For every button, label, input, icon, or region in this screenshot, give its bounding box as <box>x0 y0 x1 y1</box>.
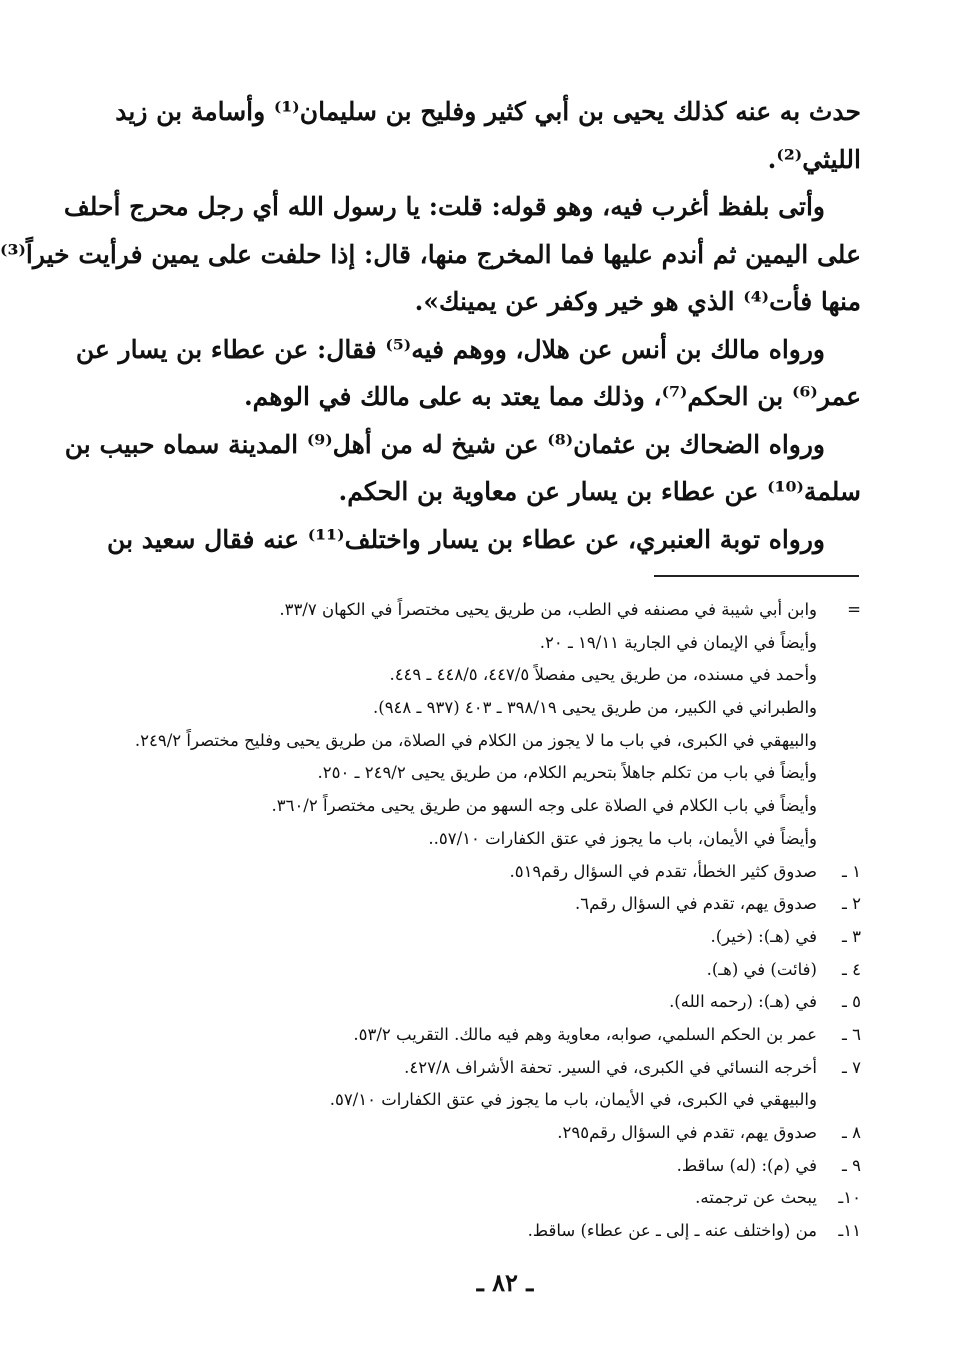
footnote-text: في (م): (له) ساقط. <box>676 1155 817 1175</box>
footnote-number: ٣ ـ <box>842 926 861 946</box>
footnote-number: ٦ ـ <box>842 1024 861 1044</box>
footnote-line <box>151 954 861 987</box>
footnote-number <box>817 1084 861 1117</box>
footnotes <box>134 594 861 1248</box>
footnote-line <box>151 790 861 823</box>
footnote-line <box>151 1182 861 1215</box>
footnote-number <box>817 725 861 758</box>
footnote-divider <box>654 575 859 577</box>
footnote-text: وأيضاً في باب من تكلم جاهلاً بتحريم الكلام، من طريق يحيى ٢٤٩/٢ ـ ٢٥٠. <box>317 763 817 783</box>
footnote-text: يبحث عن ترجمته. <box>695 1188 817 1208</box>
footnote-number: ١ ـ <box>842 861 861 881</box>
footnote-text: وأيضاً في باب الكلام في الصلاة على وجه السهو من طريق يحيى مختصراً ٣٦٠/٢. <box>271 796 817 816</box>
footnote-number <box>817 790 861 823</box>
footnote-number <box>817 659 861 692</box>
footnote-number <box>817 692 861 725</box>
footnote-number: ٩ ـ <box>842 1155 861 1175</box>
footnote-line <box>151 823 861 856</box>
footnote-number: ٥ ـ <box>842 992 861 1012</box>
footnote-number: = <box>847 600 861 619</box>
body-line: ورواه الضحاك بن عثمان⁽⁸⁾ عن شيخ له من أهل⁽⁹⁾ المدينة سماه حبيب بن <box>64 429 825 459</box>
body-line: الليثي⁽²⁾. <box>767 144 861 174</box>
main-text <box>0 88 861 563</box>
footnote-number <box>817 627 861 660</box>
footnote-line <box>151 659 861 692</box>
footnote-line <box>151 888 861 921</box>
footnote-number <box>817 823 861 856</box>
footnote-line <box>134 725 861 758</box>
body-line: ورواه توبة العنبري، عن عطاء بن يسار واختلف⁽¹¹⁾ عنه فقال سعيد بن <box>107 524 825 554</box>
footnote-text: وأحمد في مسنده، من طريق يحيى مفصلاً ٤٤٧/٥، ٤٤٨/٥ ـ ٤٤٩. <box>389 665 817 685</box>
footnote-number: ١١ـ <box>838 1221 861 1241</box>
body-line: على اليمين ثم أندم عليها فما المخرج منها، قال: إذا حلفت على يمين فرأيت خيراً⁽³⁾ <box>0 239 861 269</box>
body-line: ورواه مالك بن أنس عن هلال، ووهم فيه⁽⁵⁾ فقال: عن عطاء بن يسار عن <box>75 334 825 364</box>
footnote-line <box>151 1084 861 1117</box>
footnote-line <box>151 1117 861 1150</box>
body-line: وأتى بلفظ أغرب فيه، وهو قوله: قلت: يا رسول الله أي رجل محرج أحلف <box>63 192 825 221</box>
footnote-text: صدوق كثير الخطأ، تقدم في السؤال رقم٥١٩. <box>509 861 817 881</box>
body-line: حدث به عنه كذلك يحيى بن أبي كثير وفليح بن سليمان⁽¹⁾ وأسامة بن زيد <box>115 97 861 126</box>
footnote-text: والبيهقي في الكبرى، في الأيمان، باب ما يجوز في عتق الكفارات ٥٧/١٠. <box>329 1090 817 1110</box>
footnote-text: أخرجه النسائي في الكبرى، في السير. تحفة الأشراف ٤٢٧/٨. <box>404 1057 817 1077</box>
footnote-text: والطبراني في الكبير، من طريق يحيى ٣٩٨/١٩ ـ ٤٠٣ (٩٣٧ ـ ٩٤٨). <box>373 698 817 718</box>
footnote-line <box>151 1052 861 1085</box>
footnote-text: وابن أبي شيبة في مصنفه في الطب، من طريق يحيى مختصراً في الكهان ٣٣/٧. <box>279 600 817 619</box>
footnote-text: وأيضاً في الإيمان في الجارية ١٩/١١ ـ ٢٠. <box>539 632 817 652</box>
footnote-text: (فائت) في (هـ). <box>706 959 817 979</box>
footnote-text: وأيضاً في الأيمان، باب ما يجوز في عتق الكفارات ٥٧/١٠.. <box>428 828 817 848</box>
footnote-line <box>151 1019 861 1052</box>
footnote-line <box>151 692 861 725</box>
footnote-text: والبيهقي في الكبرى، في باب ما لا يجوز من الكلام في الصلاة، من طريق يحيى وفليح مختصراً ٢٤٩/٢. <box>134 730 817 750</box>
footnote-text: صدوق يهم، تقدم في السؤال رقم٦. <box>574 894 817 914</box>
footnote-text: عمر بن الحكم السلمي، صوابه، معاوية وهم فيه مالك. التقريب ٥٣/٢. <box>353 1024 817 1044</box>
footnote-text: صدوق يهم، تقدم في السؤال رقم٢٩٥. <box>557 1123 817 1142</box>
footnote-line <box>151 921 861 954</box>
footnote-line <box>151 1150 861 1183</box>
footnote-line <box>151 856 861 889</box>
footnote-line <box>151 594 861 627</box>
footnote-text: في (هـ): (خير). <box>710 926 817 946</box>
footnote-line <box>151 757 861 790</box>
footnote-line <box>151 986 861 1019</box>
body-line: سلمة⁽¹⁰⁾ عن عطاء بن يسار عن معاوية بن الحكم. <box>338 477 861 506</box>
page-number: ـ ٨٢ ـ <box>476 1268 534 1297</box>
body-line: عمر⁽⁶⁾ بن الحكم⁽⁷⁾، وذلك مما يعتد به على مالك في الوهم. <box>243 382 861 411</box>
body-line: منها فأت⁽⁴⁾ الذي هو خير وكفر عن يمينك». <box>414 287 861 316</box>
footnote-line <box>151 1215 861 1248</box>
footnote-number: ١٠ـ <box>838 1188 861 1208</box>
footnote-text: في (هـ): (رحمه الله). <box>669 992 817 1012</box>
footnote-number: ٧ ـ <box>842 1057 861 1077</box>
footnote-number: ٨ ـ <box>842 1123 861 1142</box>
footnote-text: من (واختلف عنه ـ إلى ـ عن عطاء) ساقط. <box>527 1221 817 1241</box>
footnote-line <box>151 627 861 660</box>
footnote-number <box>817 757 861 790</box>
footnote-number: ٤ ـ <box>842 959 861 979</box>
footnote-number: ٢ ـ <box>842 894 861 914</box>
